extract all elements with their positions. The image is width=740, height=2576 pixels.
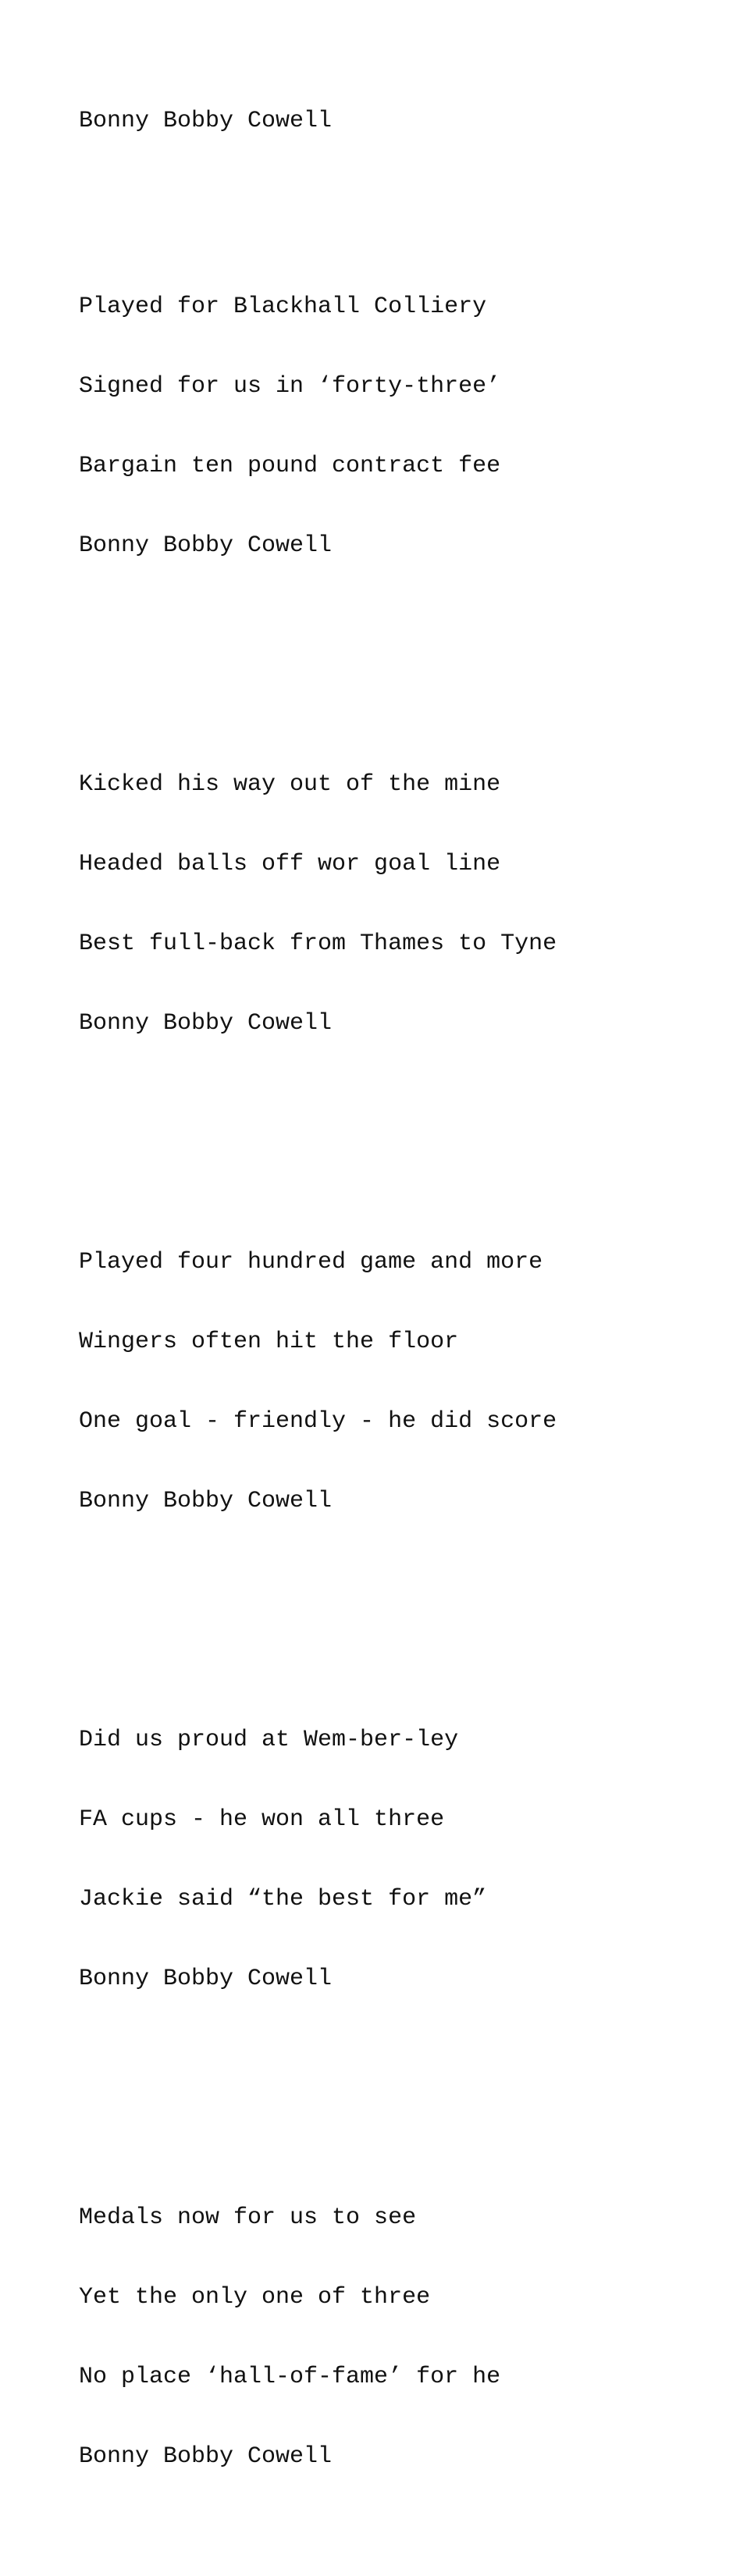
stanza-refrain: Bonny Bobby Cowell	[79, 1010, 333, 1037]
stanza-line: Headed balls off wor goal line	[79, 851, 501, 877]
stanza-line: Best full-back from Thames to Tyne	[79, 930, 557, 957]
stanza-line: Signed for us in ‘forty-three’	[79, 373, 501, 400]
stanza-line: FA cups - he won all three	[79, 1806, 445, 1833]
stanza-line: Jackie said “the best for me”	[79, 1886, 487, 1912]
stanza-line: No place ‘hall-of-fame’ for he	[79, 2364, 501, 2390]
stanza-3	[79, 1196, 557, 1567]
stanza-2	[79, 718, 557, 1090]
stanza-line: Bargain ten pound contract fee	[79, 453, 501, 479]
poem-title: Bonny Bobby Cowell	[79, 108, 333, 134]
stanza-refrain: Bonny Bobby Cowell	[79, 1966, 333, 1992]
stanza-refrain: Bonny Bobby Cowell	[79, 1488, 333, 1514]
stanza-line: Yet the only one of three	[79, 2284, 431, 2311]
stanza-line: Medals now for us to see	[79, 2204, 417, 2231]
stanza-line: Did us proud at Wem-ber-ley	[79, 1727, 459, 1753]
stanza-line: Played for Blackhall Colliery	[79, 294, 487, 320]
stanza-refrain: Bonny Bobby Cowell	[79, 2443, 333, 2470]
stanza-line: Wingers often hit the floor	[79, 1329, 459, 1355]
stanza-4	[79, 1674, 557, 2045]
stanza-line: One goal - friendly - he did score	[79, 1408, 557, 1435]
stanza-refrain: Bonny Bobby Cowell	[79, 532, 333, 559]
stanza-line: Kicked his way out of the mine	[79, 771, 501, 798]
stanza-1	[79, 240, 557, 612]
stanza-line: Played four hundred game and more	[79, 1249, 543, 1276]
stanza-5	[79, 2151, 557, 2523]
poem	[79, 55, 557, 2576]
